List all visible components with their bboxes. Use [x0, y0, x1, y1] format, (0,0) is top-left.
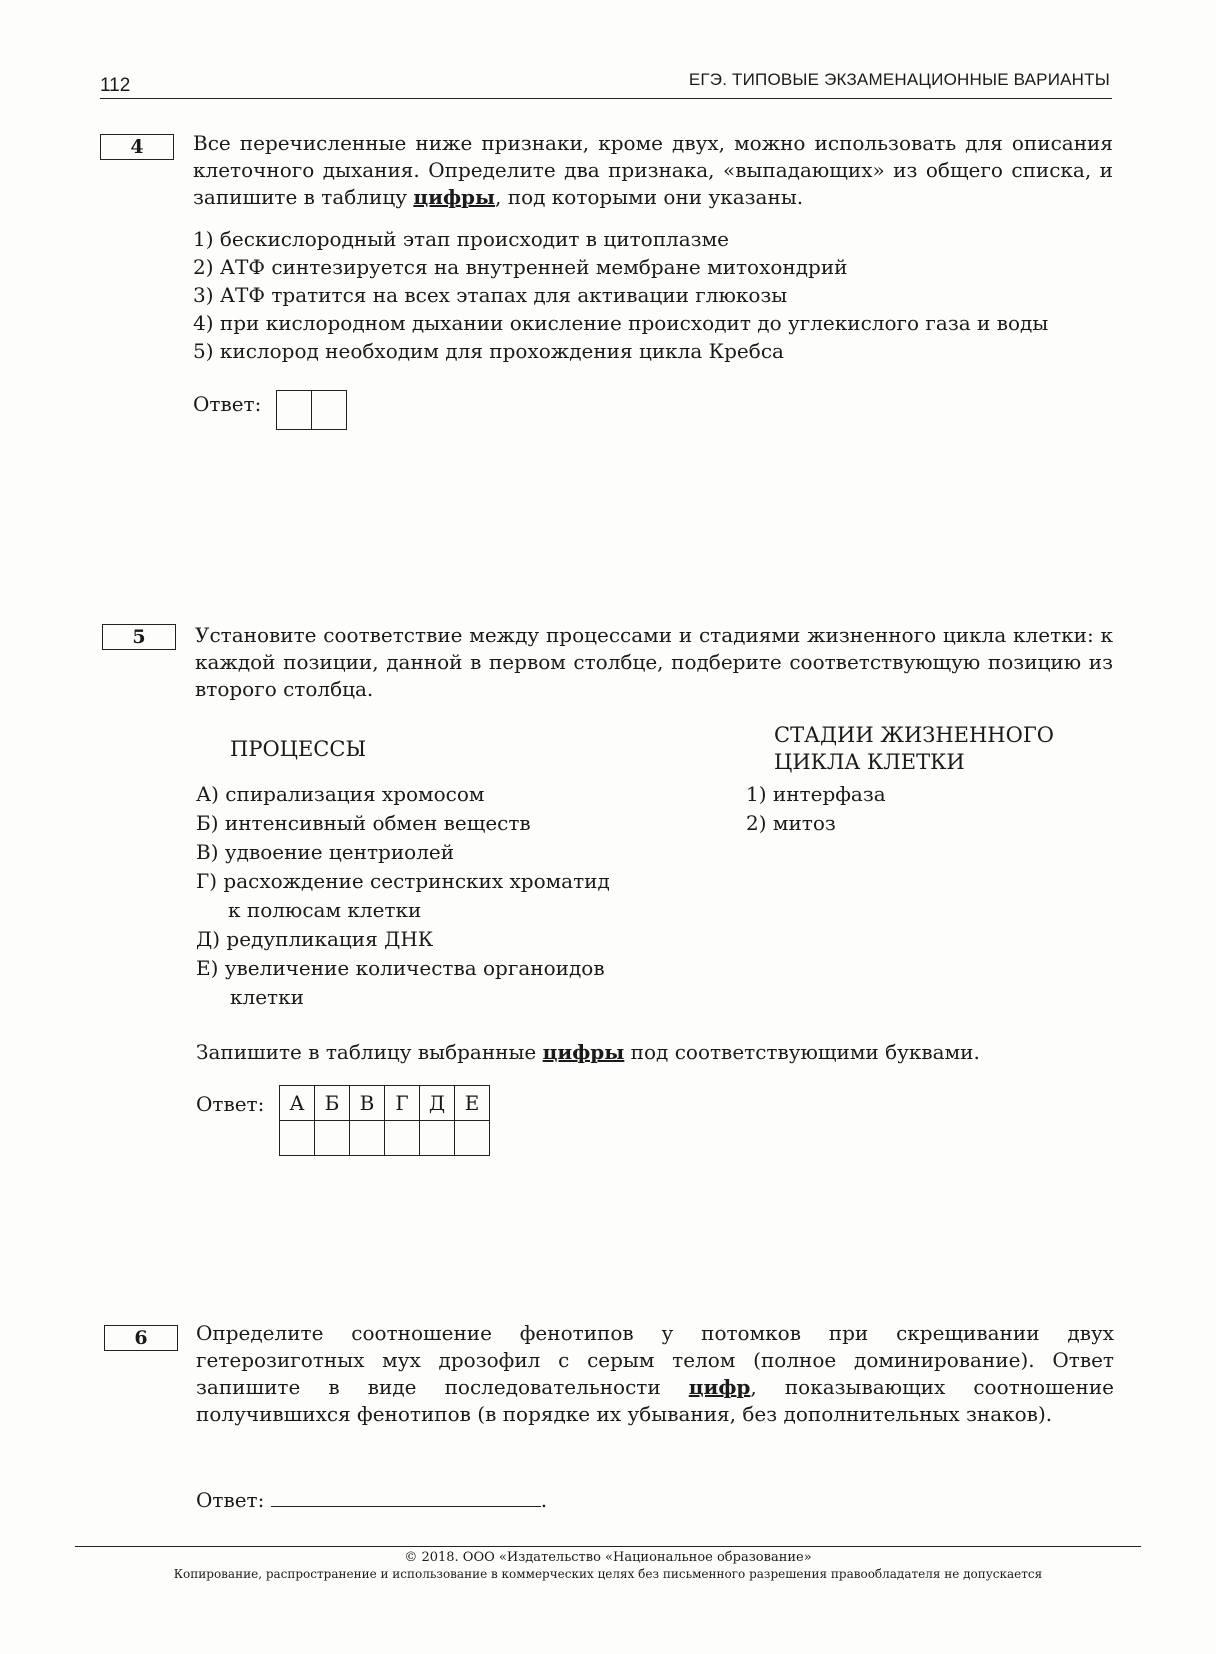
process-item: А) спирализация хромосом	[196, 782, 485, 806]
answer-table-cell-e[interactable]	[455, 1121, 490, 1156]
task-6-bold-word: цифр	[688, 1375, 751, 1399]
running-header: ЕГЭ. ТИПОВЫЕ ЭКЗАМЕНАЦИОННЫЕ ВАРИАНТЫ	[688, 70, 1110, 89]
answer-table-letter: Е	[455, 1086, 490, 1121]
task-5-answer-label: Ответ:	[196, 1092, 265, 1116]
answer-table-letter: Г	[385, 1086, 420, 1121]
answer-table-letter: Д	[420, 1086, 455, 1121]
task-6-answer-blank[interactable]	[271, 1484, 541, 1507]
stage-item: 2) митоз	[746, 811, 836, 835]
task-4-option: 1) бескислородный этап происходит в цитоплазме	[193, 227, 729, 251]
answer-table-cell-a[interactable]	[280, 1121, 315, 1156]
task-4-answer-boxes	[276, 390, 347, 430]
task-4-option: 4) при кислородном дыхании окисление происходит до углекислого газа и воды	[193, 311, 1049, 335]
task-6-text-after: , показывающих соотношение получившихся фенотипов (в порядке их убывания, без дополнительных знаков).	[196, 1375, 1114, 1426]
task-4-number-box: 4	[100, 134, 174, 160]
stage-item: 1) интерфаза	[746, 782, 886, 806]
task-6-answer-label: Ответ:	[196, 1488, 265, 1512]
process-item: Д) редупликация ДНК	[196, 927, 434, 951]
stages-header-line-1: СТАДИИ ЖИЗНЕННОГО	[774, 723, 1054, 747]
task-5-question: Установите соответствие между процессами и стадиями жизненного цикла клетки: к каждой позиции, данной в первом столбце, подберите соответствующую позицию из второго столбца.	[195, 623, 1113, 701]
process-item-continuation: клетки	[230, 985, 304, 1009]
task-5-answer-table	[279, 1085, 490, 1156]
task-6-answer-row	[196, 1484, 547, 1512]
answer-table-cell-d[interactable]	[420, 1121, 455, 1156]
answer-table-cell-g[interactable]	[385, 1121, 420, 1156]
task-6-text-before: Определите соотношение фенотипов у потомков при скрещивании двух гетерозиготных мух дрозофил с серым телом (полное доминирование). Ответ запишите в виде последовательности	[196, 1321, 1114, 1399]
process-item: Б) интенсивный обмен веществ	[196, 811, 531, 835]
stages-header	[774, 722, 1054, 776]
process-item-continuation: к полюсам клетки	[228, 898, 422, 922]
task-6-number-box: 6	[104, 1325, 178, 1351]
task-5-instruction-before: Запишите в таблицу выбранные	[196, 1040, 543, 1064]
task-5-instruction-after: под соответствующими буквами.	[624, 1040, 980, 1064]
header-divider	[100, 98, 1112, 99]
task-4-options-list	[193, 225, 1048, 365]
processes-list	[196, 780, 610, 1012]
task-6-question	[196, 1320, 1114, 1428]
task-6-answer-period: .	[540, 1488, 548, 1512]
task-5-number-box: 5	[102, 624, 176, 650]
answer-table-letter: В	[350, 1086, 385, 1121]
task-4-text-after: , под которыми они указаны.	[495, 185, 804, 209]
answer-table-header-row	[280, 1086, 490, 1121]
stages-list	[746, 780, 886, 838]
task-4-question	[193, 130, 1113, 211]
process-item: Г) расхождение сестринских хроматид	[196, 869, 610, 893]
task-4-option: 2) АТФ синтезируется на внутренней мембране митохондрий	[193, 255, 848, 279]
answer-table-input-row	[280, 1121, 490, 1156]
processes-header: ПРОЦЕССЫ	[230, 737, 367, 761]
task-5-instruction	[196, 1040, 980, 1064]
footer-copyright: © 2018. ООО «Издательство «Национальное образование»	[404, 1550, 812, 1565]
task-4-option: 5) кислород необходим для прохождения цикла Кребса	[193, 339, 784, 363]
process-item: В) удвоение центриолей	[196, 840, 455, 864]
task-5-instruction-bold: цифры	[542, 1040, 625, 1064]
footer-divider	[75, 1546, 1141, 1547]
footer-notice: Копирование, распространение и использование в коммерческих целях без письменного разрешения правообладателя не допускается	[173, 1567, 1043, 1581]
answer-table-letter: А	[280, 1086, 315, 1121]
stages-header-line-2: ЦИКЛА КЛЕТКИ	[774, 750, 965, 774]
task-4-answer-cell-2[interactable]	[311, 391, 346, 429]
page-number: 112	[100, 75, 131, 96]
process-item: Е) увеличение количества органоидов	[196, 956, 605, 980]
answer-table-letter: Б	[315, 1086, 350, 1121]
answer-table-cell-v[interactable]	[350, 1121, 385, 1156]
task-4-answer-label: Ответ:	[193, 392, 262, 416]
answer-table-cell-b[interactable]	[315, 1121, 350, 1156]
task-4-option: 3) АТФ тратится на всех этапах для активации глюкозы	[193, 283, 788, 307]
task-4-text-before: Все перечисленные ниже признаки, кроме двух, можно использовать для описания клеточного дыхания. Определите два признака, «выпадающих» из общего списка, и запишите в таблицу	[193, 131, 1113, 209]
task-4-bold-word: цифры	[413, 185, 496, 209]
task-4-answer-cell-1[interactable]	[277, 391, 311, 429]
